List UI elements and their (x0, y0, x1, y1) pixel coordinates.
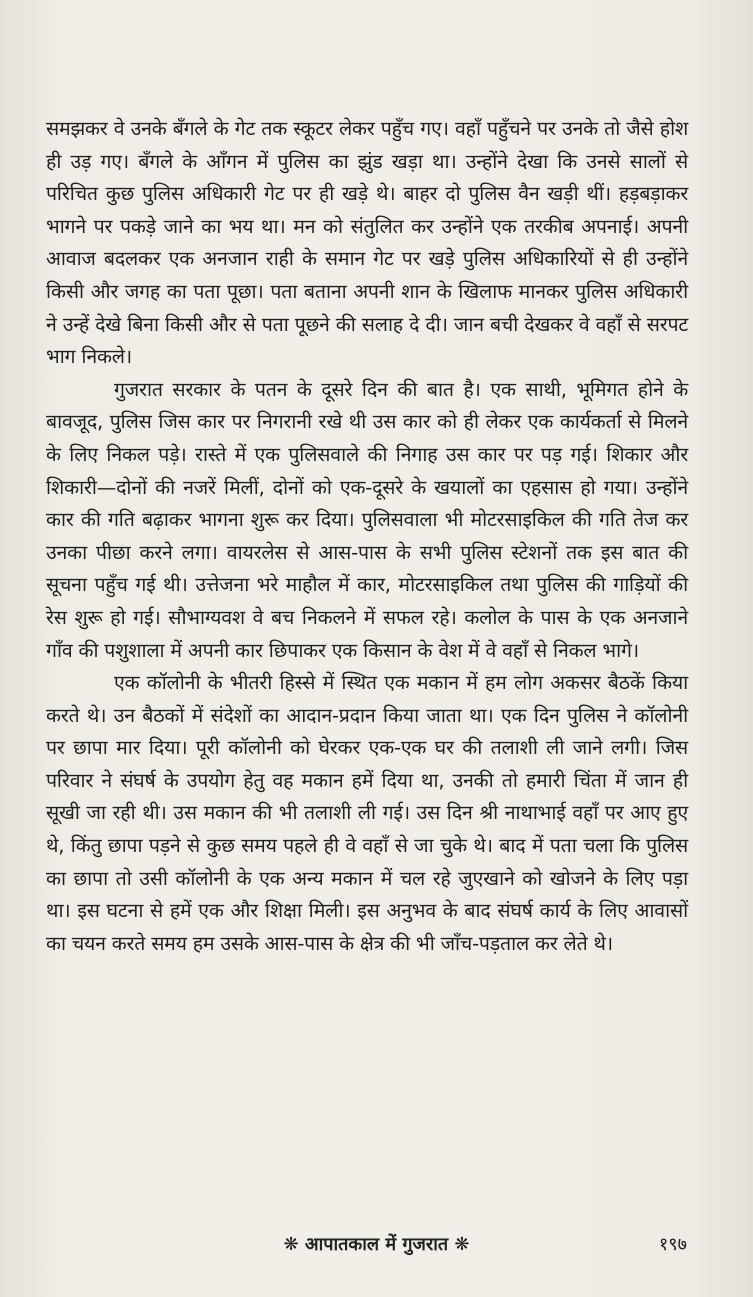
body-text (46, 113, 688, 960)
running-footer-title: ❋ आपातकाल में गुजरात ❋ (283, 1234, 470, 1255)
page-number: १९७ (658, 1234, 687, 1255)
page-footer (0, 1232, 753, 1262)
paragraph-2: गुजरात सरकार के पतन के दूसरे दिन की बात है। एक साथी, भूमिगत होने के बावजूद, पुलिस जिस कार पर निगरानी रखे थी उस कार को ही लेकर एक कार्यकर्ता से मिलने के लिए निकल पड़े। रास्ते में एक पुलिसवाले की निगाह उस कार पर पड़ गई। शिकार और शिकारी—दोनों की नजरें मिलीं, दोनों को एक-दूसरे के खयालों का एहसास हो गया। उन्होंने कार की गति बढ़ाकर भागना शुरू कर दिया। पुलिसवाला भी मोटरसाइकिल की गति तेज कर उनका पीछा करने लगा। वायरलेस से आस-पास के सभी पुलिस स्टेशनों तक इस बात की सूचना पहुँच गई थी। उत्तेजना भरे माहौल में कार, मोटरसाइकिल तथा पुलिस की गाड़ियों की रेस शुरू हो गई। सौभाग्यवश वे बच निकलने में सफल रहे। कलोल के पास के एक अनजाने गाँव की पशुशाला में अपनी कार छिपाकर एक किसान के वेश में वे वहाँ से निकल भागे। (46, 377, 688, 662)
paragraph-3: एक कॉलोनी के भीतरी हिस्से में स्थित एक मकान में हम लोग अकसर बैठकें किया करते थे। उन बैठकों में संदेशों का आदान-प्रदान किया जाता था। एक दिन पुलिस ने कॉलोनी पर छापा मार दिया। पूरी कॉलोनी को घेरकर एक-एक घर की तलाशी ली जाने लगी। जिस परिवार ने संघर्ष के उपयोग हेतु वह मकान हमें दिया था, उनकी तो हमारी चिंता में जान ही सूखी जा रही थी। उस मकान की भी तलाशी ली गई। उस दिन श्री नाथाभाई वहाँ पर आए हुए थे, किंतु छापा पड़ने से कुछ समय पहले ही वे वहाँ से जा चुके थे। बाद में पता चला कि पुलिस का छापा तो उसी कॉलोनी के एक अन्य मकान में चल रहे जुएखाने को खोजने के लिए पड़ा था। इस घटना से हमें एक और शिक्षा मिली। इस अनुभव के बाद संघर्ष कार्य के लिए आवासों का चयन करते समय हम उसके आस-पास के क्षेत्र की भी जाँच-पड़ताल कर लेते थे। (46, 671, 688, 955)
paragraph-1: समझकर वे उनके बँगले के गेट तक स्कूटर लेकर पहुँच गए। वहाँ पहुँचने पर उनके तो जैसे होश ही उड़ गए। बँगले के आँगन में पुलिस का झुंड खड़ा था। उन्होंने देखा कि उनसे सालों से परिचित कुछ पुलिस अधिकारी गेट पर ही खड़े थे। बाहर दो पुलिस वैन खड़ी थीं। हड़बड़ाकर भागने पर पकड़े जाने का भय था। मन को संतुलित कर उन्होंने एक तरकीब अपनाई। अपनी आवाज बदलकर एक अनजान राही के समान गेट पर खड़े पुलिस अधिकारियों से ही उन्होंने किसी और जगह का पता पूछा। पता बताना अपनी शान के खिलाफ मानकर पुलिस अधिकारी ने उन्हें देखे बिना किसी और से पता पूछने की सलाह दे दी। जान बची देखकर वे वहाँ से सरपट भाग निकले। (46, 117, 688, 369)
